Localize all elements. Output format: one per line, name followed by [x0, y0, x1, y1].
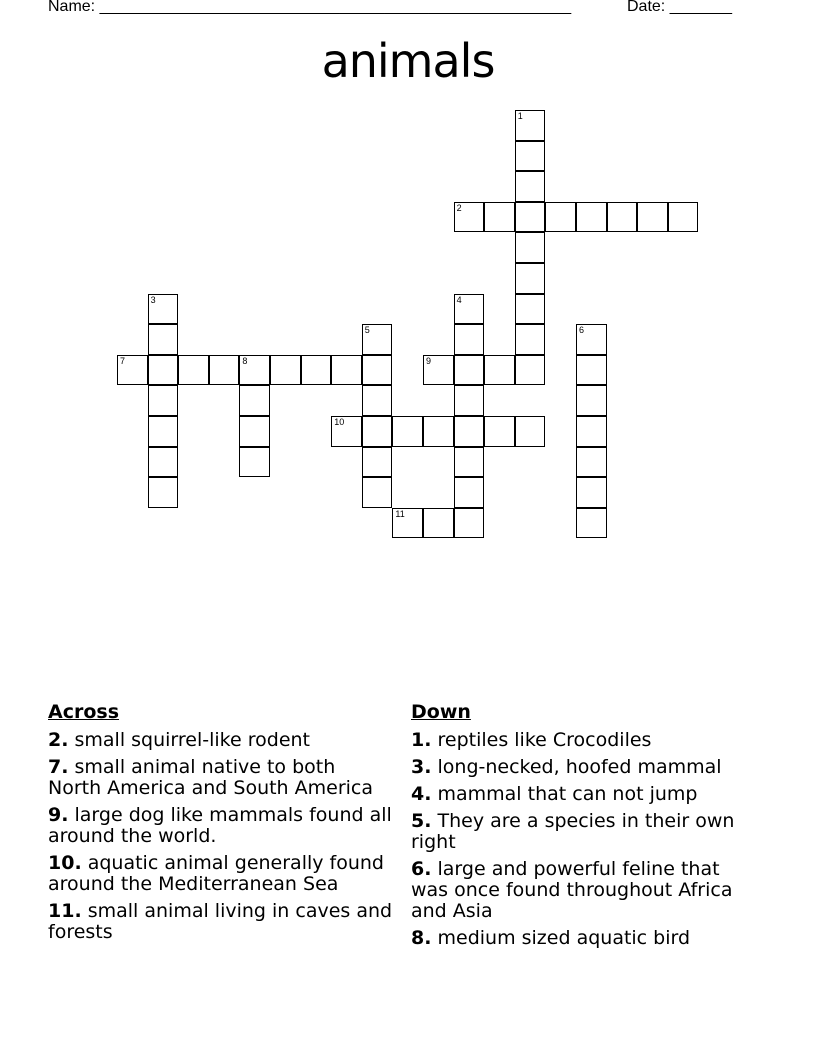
clue-number: 10.	[48, 852, 82, 874]
clue-down-4	[411, 784, 756, 805]
grid-cell[interactable]	[148, 416, 179, 447]
cell-number: 8	[242, 355, 248, 366]
grid-cell[interactable]	[362, 477, 393, 508]
clue-number: 8.	[411, 927, 432, 949]
clue-text: small squirrel-like rodent	[74, 729, 310, 751]
grid-cell[interactable]	[362, 447, 393, 478]
grid-cell[interactable]	[607, 202, 638, 233]
date-field[interactable]: Date: _______	[627, 0, 732, 15]
clue-text: small animal native to both North America and South America	[48, 756, 374, 799]
across-heading: Across	[48, 701, 120, 723]
grid-cell[interactable]	[239, 385, 270, 416]
cell-number: 3	[150, 294, 156, 305]
grid-cell[interactable]	[484, 416, 515, 447]
grid-cell[interactable]	[454, 202, 485, 233]
grid-cell[interactable]	[515, 263, 546, 294]
clue-across-9	[48, 805, 393, 847]
down-clues	[411, 700, 756, 955]
cell-number: 10	[334, 417, 345, 427]
grid-cell[interactable]	[423, 416, 454, 447]
cell-number: 9	[426, 355, 432, 366]
grid-cell[interactable]	[576, 202, 607, 233]
grid-cell[interactable]	[576, 508, 607, 539]
grid-cell[interactable]	[454, 324, 485, 355]
clue-text: long-necked, hoofed mammal	[437, 756, 722, 778]
clue-across-10	[48, 853, 393, 895]
grid-cell[interactable]	[209, 355, 240, 386]
name-field[interactable]: Name: _____________________________________________________	[48, 0, 572, 15]
clue-number: 7.	[48, 756, 69, 778]
clue-across-11	[48, 901, 393, 943]
grid-cell[interactable]	[392, 416, 423, 447]
clue-text: reptiles like Crocodiles	[437, 729, 652, 751]
cell-number: 1	[517, 111, 523, 121]
clue-text: medium sized aquatic bird	[437, 927, 691, 949]
clue-number: 5.	[411, 810, 432, 832]
grid-cell[interactable]	[576, 324, 607, 355]
cell-number: 6	[579, 325, 585, 336]
grid-cell[interactable]	[515, 324, 546, 355]
grid-cell[interactable]	[239, 416, 270, 447]
cell-number: 5	[364, 325, 370, 336]
grid-cell[interactable]	[148, 447, 179, 478]
clue-across-2	[48, 730, 393, 751]
clue-number: 1.	[411, 729, 432, 751]
grid-cell[interactable]	[515, 232, 546, 263]
grid-cell[interactable]	[515, 171, 546, 202]
clue-number: 2.	[48, 729, 69, 751]
clue-number: 4.	[411, 783, 432, 805]
cell-number: 7	[120, 355, 126, 366]
clue-down-8	[411, 928, 756, 949]
grid-cell[interactable]	[576, 385, 607, 416]
clue-down-6	[411, 859, 756, 922]
grid-cell[interactable]	[148, 324, 179, 355]
grid-cell[interactable]	[331, 355, 362, 386]
grid-cell[interactable]	[515, 110, 546, 141]
grid-cell[interactable]	[148, 294, 179, 325]
grid-cell[interactable]	[668, 202, 699, 233]
grid-cell[interactable]	[637, 202, 668, 233]
clue-text: aquatic animal generally found around the Mediterranean Sea	[48, 852, 384, 895]
grid-cell[interactable]	[515, 294, 546, 325]
grid-cell[interactable]	[454, 477, 485, 508]
clue-down-1	[411, 730, 756, 751]
grid-cell[interactable]	[362, 416, 393, 447]
clue-number: 11.	[48, 900, 82, 922]
clue-across-7	[48, 757, 393, 799]
grid-cell[interactable]	[576, 477, 607, 508]
down-heading: Down	[411, 701, 471, 723]
grid-cell[interactable]	[576, 355, 607, 386]
clue-down-3	[411, 757, 756, 778]
grid-cell[interactable]	[515, 202, 546, 233]
grid-cell[interactable]	[392, 508, 423, 539]
grid-cell[interactable]	[331, 416, 362, 447]
grid-cell[interactable]	[423, 508, 454, 539]
grid-cell[interactable]	[178, 355, 209, 386]
clue-number: 3.	[411, 756, 432, 778]
cell-number: 4	[456, 294, 462, 305]
page-title: animals	[321, 34, 495, 88]
across-clues	[48, 700, 393, 949]
clue-down-5	[411, 811, 756, 853]
cell-number: 2	[456, 202, 462, 213]
grid-cell[interactable]	[545, 202, 576, 233]
grid-cell[interactable]	[454, 447, 485, 478]
clue-text: small animal living in caves and forests	[48, 900, 393, 943]
grid-cell[interactable]	[117, 355, 148, 386]
clue-text: large dog like mammals found all around the world.	[48, 804, 392, 847]
grid-cell[interactable]	[454, 508, 485, 539]
grid-cell[interactable]	[301, 355, 332, 386]
grid-cell[interactable]	[362, 385, 393, 416]
grid-cell[interactable]	[148, 477, 179, 508]
clue-text: large and powerful feline that was once found throughout Africa and Asia	[411, 858, 733, 922]
grid-cell[interactable]	[576, 447, 607, 478]
grid-cell[interactable]	[239, 447, 270, 478]
grid-cell[interactable]	[270, 355, 301, 386]
grid-cell[interactable]	[454, 416, 485, 447]
clue-text: mammal that can not jump	[437, 783, 698, 805]
grid-cell[interactable]	[423, 355, 454, 386]
grid-cell[interactable]	[576, 416, 607, 447]
clue-number: 9.	[48, 804, 69, 826]
grid-cell[interactable]	[484, 355, 515, 386]
grid-cell[interactable]	[454, 294, 485, 325]
grid-cell[interactable]	[362, 324, 393, 355]
grid-cell[interactable]	[239, 355, 270, 386]
grid-cell[interactable]	[515, 416, 546, 447]
clue-number: 6.	[411, 858, 432, 880]
clue-text: They are a species in their own right	[411, 810, 735, 853]
grid-cell[interactable]	[454, 385, 485, 416]
grid-cell[interactable]	[515, 355, 546, 386]
grid-cell[interactable]	[515, 141, 546, 172]
grid-cell[interactable]	[484, 202, 515, 233]
grid-cell[interactable]	[148, 385, 179, 416]
cell-number: 11	[395, 508, 405, 519]
grid-cell[interactable]	[362, 355, 393, 386]
grid-cell[interactable]	[148, 355, 179, 386]
grid-cell[interactable]	[454, 355, 485, 386]
